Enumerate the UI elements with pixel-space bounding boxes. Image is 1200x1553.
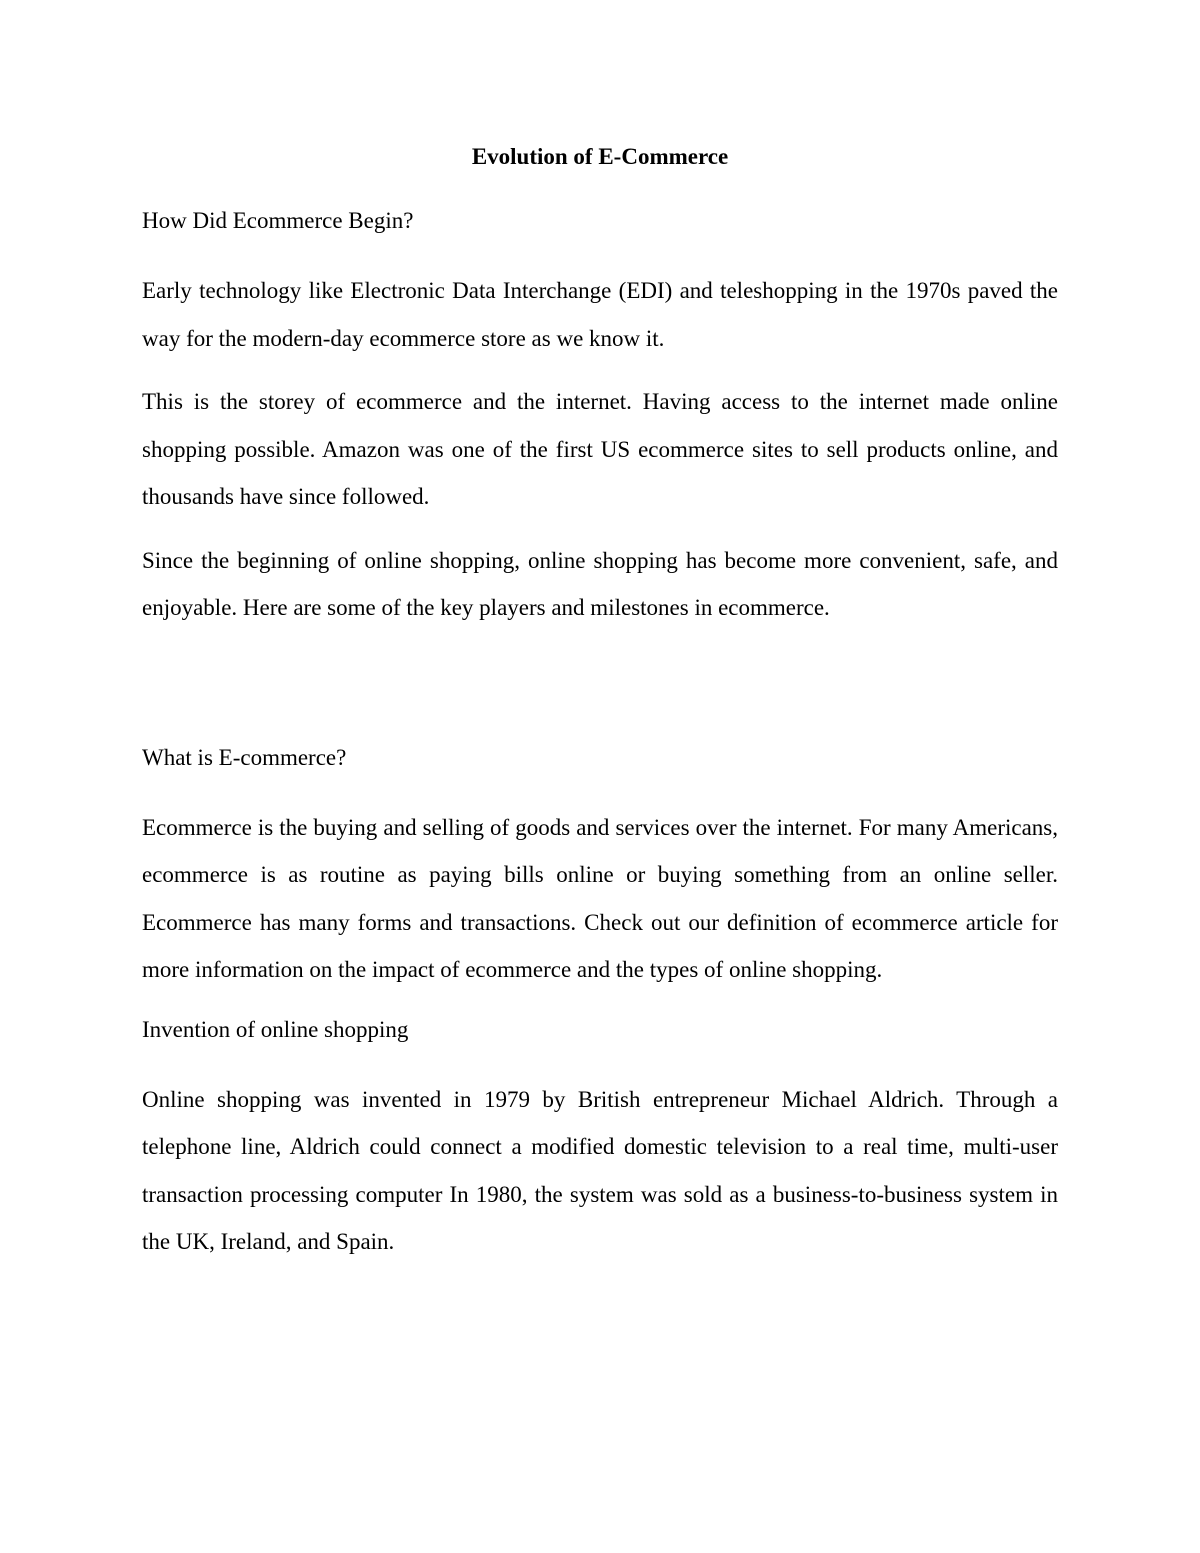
paragraph-ecommerce-definition: Ecommerce is the buying and selling of goods and services over the internet. For many Americans, ecommerce is as routine as paying bills online or buying something from an online seller. Ecommerce has many forms and transactions. Check out our definition of ecommerce article for more information on the impact of ecommerce and the types of online shopping. <box>142 814 1058 982</box>
paragraph-storey-of-ecommerce: This is the storey of ecommerce and the internet. Having access to the internet made online shopping possible. Amazon was one of the first US ecommerce sites to sell products online, and thousands have since followed. <box>142 389 1058 509</box>
paragraph-key-players: Since the beginning of online shopping, online shopping has become more convenient, safe, and enjoyable. Here are some of the key players and milestones in ecommerce. <box>142 547 1058 620</box>
document-body <box>142 139 1058 1266</box>
section-heading-how-ecommerce-began: How Did Ecommerce Begin? <box>142 208 414 233</box>
section-heading-invention-of-online-shopping: Invention of online shopping <box>142 1016 409 1042</box>
paragraph-michael-aldrich: Online shopping was invented in 1979 by British entrepreneur Michael Aldrich. Through a telephone line, Aldrich could connect a modified domestic television to a real time, multi-user transaction processing computer In 1980, the system was sold as a business-to-business system in the UK, Ireland, and Spain. <box>142 1086 1058 1254</box>
document-title: Evolution of E-Commerce <box>471 144 729 169</box>
paragraph-edi-teleshopping: Early technology like Electronic Data Interchange (EDI) and teleshopping in the 1970s paved the way for the modern-day ecommerce store as we know it. <box>142 278 1058 351</box>
section-heading-what-is-ecommerce: What is E-commerce? <box>142 744 347 770</box>
